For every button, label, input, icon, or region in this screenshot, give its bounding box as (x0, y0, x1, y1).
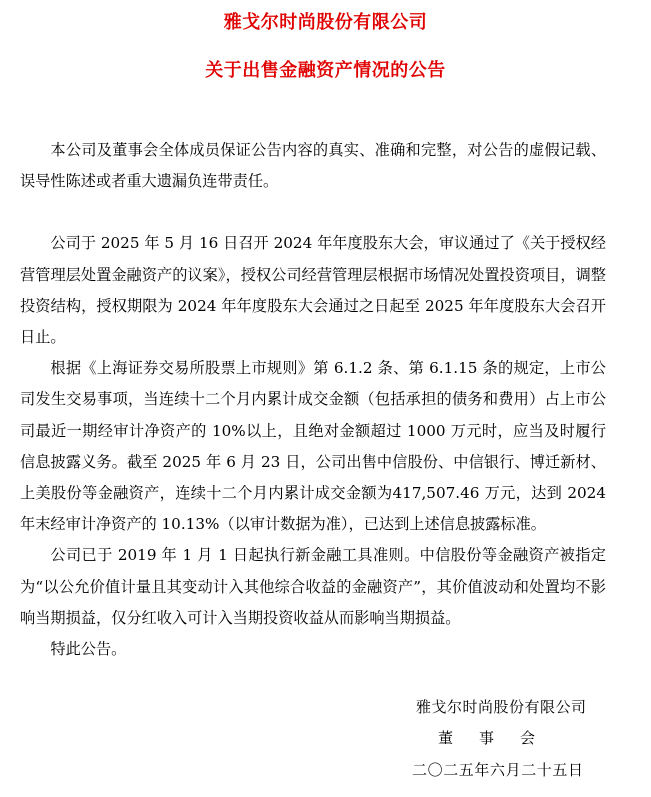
accounting-standard-paragraph: 公司已于 2019 年 1 月 1 日起执行新金融工具准则。中信股份等金融资产被指定为“以公允价值计量且其变动计入其他综合收益的金融资产”，其价值波动和处置均不影响当期损益，仅分红收入可计入当期投资收益从而影响当期损益。 (20, 546, 606, 627)
authorization-paragraph: 公司于 2025 年 5 月 16 日召开 2024 年年度股东大会，审议通过了《关于授权经营管理层处置金融资产的议案》，授权公司经营管理层根据市场情况处置投资项目，调整投资结构，授权期限为 2024 年年度股东大会通过之日起至 2025 年年度股东大会召开日止。 (20, 234, 606, 347)
announcement-title: 关于出售金融资产情况的公告 (205, 60, 446, 81)
signature-company: 雅戈尔时尚股份有限公司 (416, 698, 587, 716)
announcement-body (20, 135, 606, 665)
company-name-heading: 雅戈尔时尚股份有限公司 (223, 12, 428, 33)
signature-date: 二〇二五年六月二十五日 (412, 761, 584, 779)
signature-board: 董事会 (438, 729, 562, 747)
closing-paragraph: 特此公告。 (50, 640, 127, 659)
disclaimer-paragraph: 本公司及董事会全体成员保证公告内容的真实、准确和完整，对公告的虚假记载、误导性陈述或者重大遗漏负连带责任。 (20, 141, 606, 191)
disclosure-rule-paragraph: 根据《上海证券交易所股票上市规则》第 6.1.2 条、第 6.1.15 条的规定，上市公司发生交易事项，当连续十二个月内累计成交金额（包括承担的债务和费用）占上市公司最近一期经审计净资产的 10%以上，且绝对金额超过 1000 万元时，应当及时履行信息披露义务。截至 2025 年 6 月 23 日，公司出售中信股份、中信银行、博迁新材、上美股份等金融资产，连续十二个月内累计成交金额为417,507.46 万元，达到 2024 年末经审计净资产的 10.13%（以审计数据为准），已达到上述信息披露标准。 (20, 359, 606, 534)
